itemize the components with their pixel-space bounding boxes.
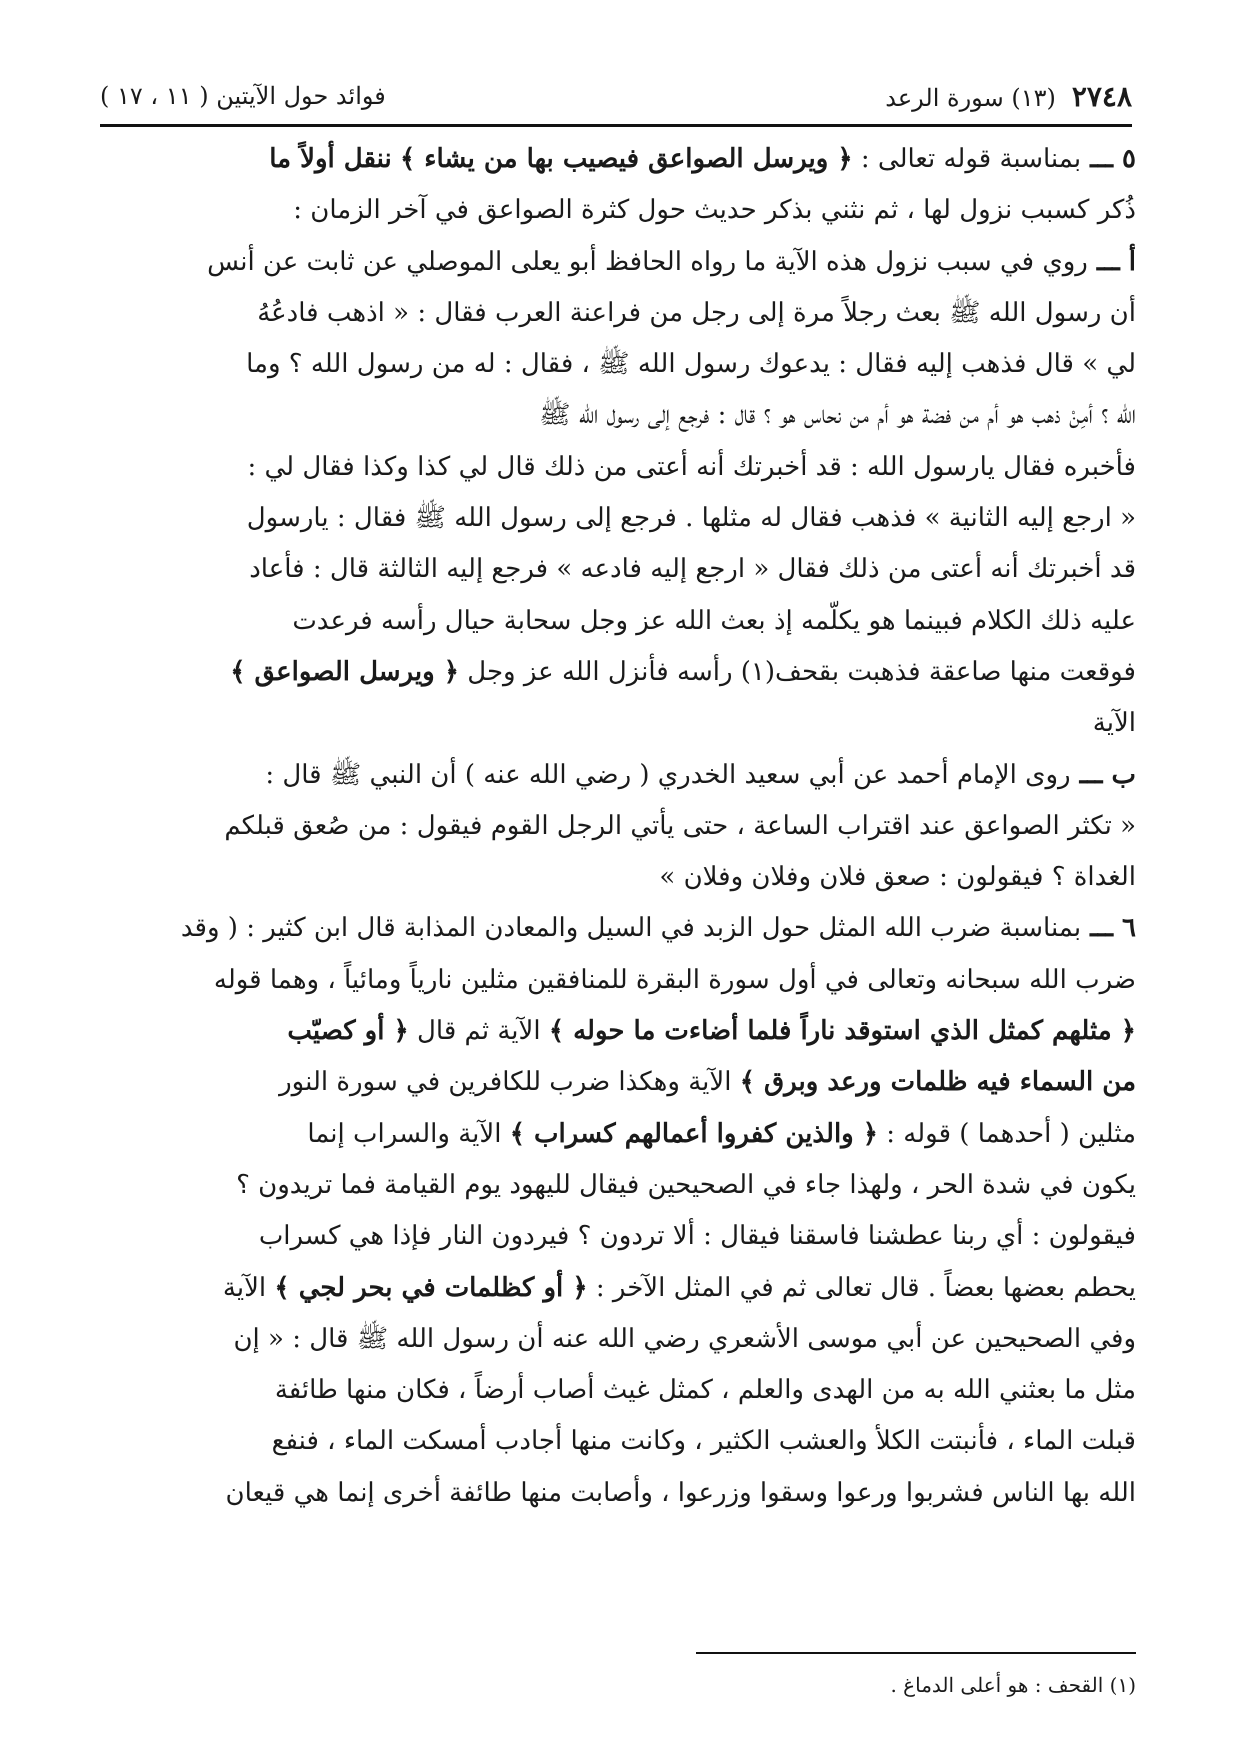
text-run: يكون في شدة الحر ، ولهذا جاء في الصحيحين فيقال لليهود يوم القيامة فما تريدون ؟ — [236, 1169, 1136, 1200]
quran-quote: ننقل أولاً ما — [269, 144, 392, 174]
quran-quote: من السماء فيه ظلمات ورعد وبرق ﴾ — [739, 1067, 1136, 1098]
text-run: الآية وهكذا ضرب للكافرين في سورة النور — [279, 1067, 740, 1098]
text-line — [104, 1006, 1136, 1057]
text-run: بمناسبة قوله تعالى : — [852, 144, 1082, 174]
quran-quote: ﴿ أو كصيّب — [287, 1016, 409, 1047]
page-body — [104, 134, 1136, 1519]
text-line — [104, 493, 1136, 544]
text-run: فأخبره فقال يارسول الله : قد أخبرتك أنه أعتى من ذلك قال لي كذا وكذا فقال لي : — [247, 451, 1136, 482]
text-line — [104, 1263, 1136, 1314]
text-run: الآية — [1092, 708, 1136, 739]
text-line — [104, 134, 1136, 185]
text-line — [104, 1416, 1136, 1467]
text-run: لي » قال فذهب إليه فقال : يدعوك رسول الله ﷺ ، فقال : له من رسول الله ؟ وما — [246, 349, 1136, 380]
text-line — [104, 544, 1136, 595]
text-line — [104, 237, 1136, 288]
text-line — [104, 1211, 1136, 1262]
text-line — [104, 442, 1136, 493]
item-marker: ٥ ـــ — [1081, 144, 1136, 174]
section-title: فوائد حول الآيتين ( ١١ ، ١٧ ) — [100, 82, 386, 110]
text-line — [104, 1160, 1136, 1211]
quran-quote: ﴿ ويرسل الصواعق ﴾ — [230, 656, 459, 687]
text-run: ضرب الله سبحانه وتعالى في أول سورة البقرة للمنافقين مثلين نارياً ومائياً ، وهما قوله — [213, 964, 1136, 995]
item-marker: أ ـــ — [1087, 246, 1136, 277]
text-line — [104, 1109, 1136, 1160]
text-line — [104, 339, 1136, 390]
text-run: فوقعت منها صاعقة فذهبت بقحف(١) رأسه فأنزل الله عز وجل — [458, 656, 1136, 687]
text-run: عليه ذلك الكلام فبينما هو يكلّمه إذ بعث الله عز وجل سحابة حيال رأسه فرعدت — [292, 605, 1136, 636]
text-run: أن رسول الله ﷺ بعث رجلاً مرة إلى رجل من فراعنة العرب فقال : « اذهب فادعُهُ — [257, 297, 1136, 328]
text-run: « ارجع إليه الثانية » فذهب فقال له مثلها . فرجع إلى رسول الله ﷺ فقال : يارسول — [246, 503, 1136, 534]
text-run: مثلين ( أحدهما ) قوله : — [878, 1118, 1136, 1149]
text-line — [104, 288, 1136, 339]
text-line — [104, 1468, 1136, 1519]
text-line — [104, 1314, 1136, 1365]
footnote: (١) القحف : هو أعلى الدماغ . — [890, 1673, 1136, 1697]
text-run: الآية — [222, 1272, 275, 1303]
text-run: قبلت الماء ، فأنبتت الكلأ والعشب الكثير ، وكانت منها أجادب أمسكت الماء ، فنفع — [271, 1426, 1136, 1457]
text-line — [104, 903, 1136, 954]
quran-quote: ﴿ والذين كفروا أعمالهم كسراب ﴾ — [509, 1118, 879, 1149]
text-line — [104, 1365, 1136, 1416]
text-line — [104, 698, 1136, 749]
text-line — [104, 955, 1136, 1006]
text-line — [104, 647, 1136, 698]
text-line — [104, 1057, 1136, 1108]
text-run: وفي الصحيحين عن أبي موسى الأشعري رضي الله عنه أن رسول الله ﷺ قال : « إن — [233, 1323, 1136, 1354]
text-line — [104, 750, 1136, 801]
text-run: « تكثر الصواعق عند اقتراب الساعة ، حتى يأتي الرجل القوم فيقول : من صُعق قبلكم — [224, 810, 1136, 841]
text-run: مثل ما بعثني الله به من الهدى والعلم ، كمثل غيث أصاب أرضاً ، فكان منها طائفة — [274, 1375, 1136, 1406]
running-header — [100, 76, 1132, 116]
text-run: الله بها الناس فشربوا ورعوا وسقوا وزرعوا ، وأصابت منها طائفة أخرى إنما هي قيعان — [225, 1477, 1136, 1508]
text-line — [104, 185, 1136, 236]
footnote-rule — [696, 1652, 1136, 1654]
text-run: الآية والسراب إنما — [307, 1118, 510, 1149]
text-run: روي في سبب نزول هذه الآية ما رواه الحافظ أبو يعلى الموصلي عن ثابت عن أنس — [207, 246, 1088, 277]
text-line — [104, 801, 1136, 852]
header-rule — [100, 124, 1132, 127]
text-run: يحطم بعضها بعضاً . قال تعالى ثم في المثل الآخر : — [587, 1272, 1136, 1303]
text-line — [104, 852, 1136, 903]
surah-name: (١٣) سورة الرعد — [885, 83, 1056, 112]
text-line — [104, 596, 1136, 647]
text-run: الآية ثم قال — [408, 1016, 549, 1047]
page-number: ٢٧٤٨ — [1071, 79, 1132, 113]
text-run: فيقولون : أي ربنا عطشنا فاسقنا فيقال : ألا تردون ؟ فيردون النار فإذا هي كسراب — [258, 1221, 1136, 1252]
quran-quote: ﴿ أو كظلمات في بحر لجي ﴾ — [274, 1272, 588, 1303]
text-run — [392, 144, 400, 174]
item-marker: ٦ ـــ — [1081, 913, 1136, 944]
header-right — [885, 80, 1132, 113]
item-marker: ب ـــ — [1070, 759, 1136, 790]
quran-quote: ﴿ ويرسل الصواعق فيصيب بها من يشاء ﴾ — [399, 144, 853, 174]
text-run: روى الإمام أحمد عن أبي سعيد الخدري ( رضي الله عنه ) أن النبي ﷺ قال : — [265, 759, 1071, 790]
text-run: قد أخبرتك أنه أعتى من ذلك فقال « ارجع إليه فادعه » فرجع إليه الثالثة قال : فأعاد — [249, 554, 1136, 585]
text-line — [104, 390, 1136, 441]
quran-quote: ﴿ مثلهم كمثل الذي استوقد ناراً فلما أضاءت ما حوله ﴾ — [548, 1016, 1136, 1047]
text-run: بمناسبة ضرب الله المثل حول الزبد في السيل والمعادن المذابة قال ابن كثير : ( وقد — [180, 913, 1082, 944]
text-run: الله ؟ أمِنْ ذهب هو أم من فضة هو أم من نحاس هو ؟ قال : فرجع إلى رسول الله ﷺ — [539, 400, 1136, 431]
text-run: الغداة ؟ فيقولون : صعق فلان وفلان وفلان » — [659, 862, 1136, 893]
text-run: ذُكر كسبب نزول لها ، ثم نثني بذكر حديث حول كثرة الصواعق في آخر الزمان : — [293, 195, 1136, 226]
